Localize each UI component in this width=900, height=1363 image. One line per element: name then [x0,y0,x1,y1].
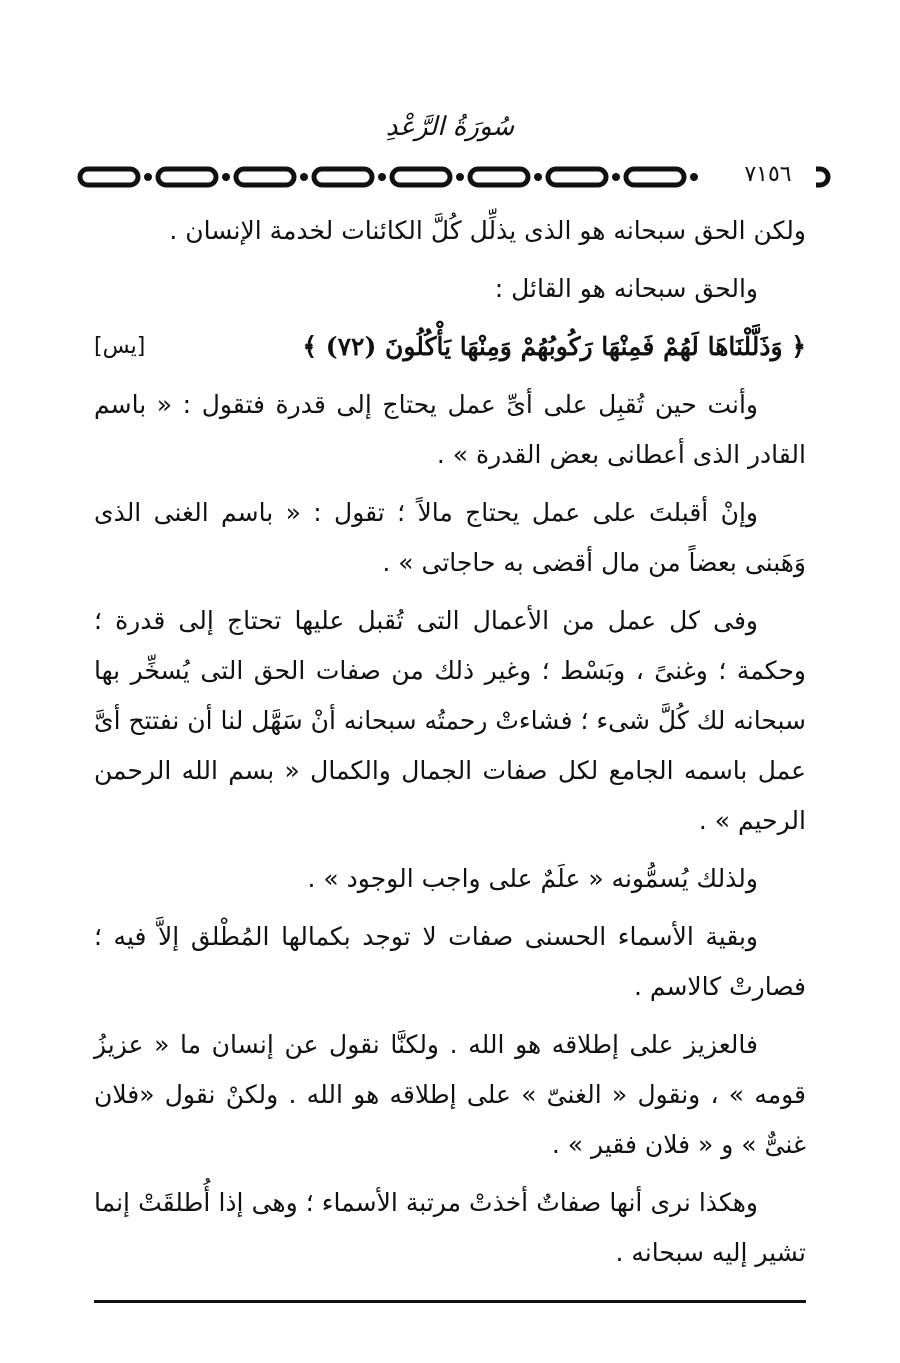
surah-title: سُورَةُ الرَّعْدِ [385,112,515,142]
paragraph: ولكن الحق سبحانه هو الذى يذلِّل كُلَّ الكائنات لخدمة الإنسان . [169,216,806,245]
ornamental-header-rule [76,162,832,192]
page-number: ٧١٥٦ [720,160,816,190]
paragraph: وهكذا نرى أنها صفاتٌ أخذتْ مرتبة الأسماء ؛ وهى إذا أُطلقَتْ إنما تشير إليه سبحانه . [94,1188,806,1267]
verse-text: ﴿ وَذَلَّلْنَاهَا لَهُمْ فَمِنْهَا رَكُوبُهُمْ وَمِنْهَا يَأْكُلُونَ (٧٢) ﴾ [302,332,806,361]
page-body [94,206,806,1286]
paragraph: فالعزيز على إطلاقه هو الله . ولكنَّا نقول عن إنسان ما « عزيزُ قومه » ، ونقول « الغنىّ » على إطلاقه هو الله . ولكنْ نقول «فلان غنىٌّ » و « فلان فقير » . [94,1030,806,1159]
paragraph: وأنت حين تُقبِل على أىِّ عمل يحتاج إلى قدرة فتقول : « باسم القادر الذى أعطانى بعض القدرة » . [94,390,806,469]
paragraph: ولذلك يُسمُّونه « علَمٌ على واجب الوجود » . [307,864,758,893]
footer-rule [94,1300,806,1303]
paragraph: وفى كل عمل من الأعمال التى تُقبل عليها تحتاج إلى قدرة ؛ وحكمة ؛ وغنىً ، وبَسْط ؛ وغير ذلك من صفات الحق التى يُسخِّر بها سبحانه لك كُلَّ شىء ؛ فشاءتْ رحمتُه سبحانه أنْ سَهَّل لنا أن نفتتح أىَّ عمل باسمه الجامع لكل صفات الجمال والكمال « بسم الله الرحمن الرحيم » . [94,606,806,835]
paragraph: وبقية الأسماء الحسنى صفات لا توجد بكمالها المُطْلق إلاَّ فيه ؛ فصارتْ كالاسم . [94,922,806,1001]
quran-verse [94,322,806,372]
paragraph: وإنْ أقبلتَ على عمل يحتاج مالاً ؛ تقول : « باسم الغنى الذى وَهَبنى بعضاً من مال أقضى به حاجاتى » . [94,498,806,577]
paragraph: والحق سبحانه هو القائل : [494,274,758,303]
verse-reference: [يس] [94,334,146,359]
